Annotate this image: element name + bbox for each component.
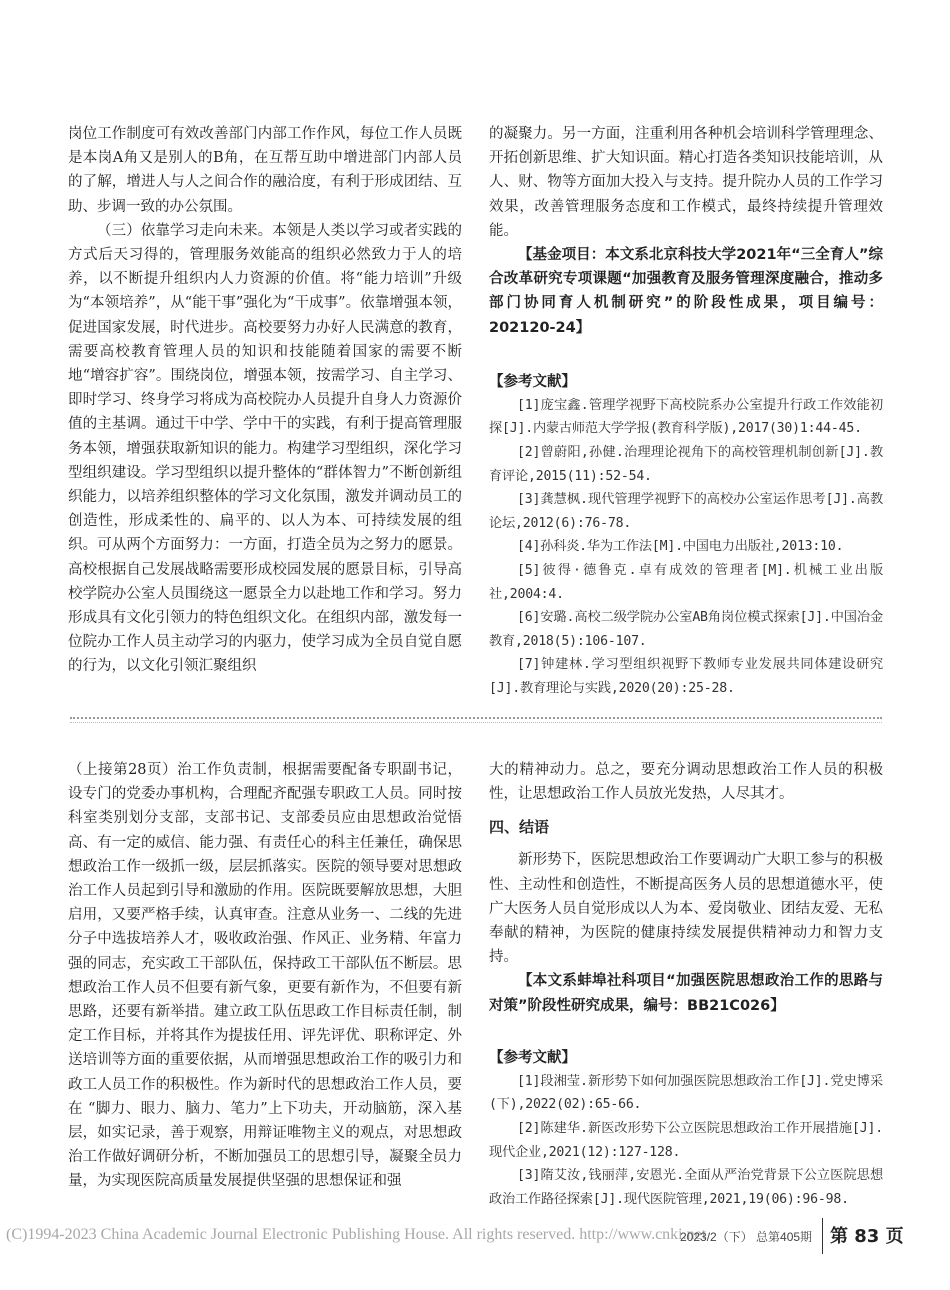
- body-paragraph: （三）依靠学习走向未来。本领是人类以学习或者实践的方式后天习得的，管理服务效能高的组织必然致力于人的培养，以不断提升组织内人力资源的价值。将“能力培训”升级为“本领培养”，从“能干事”强化为“干成事”。依靠增强本领，促进国家发展，时代进步。高校要努力办好人民满意的教育，需要高校教育管理人员的知识和技能随着国家的需要不断地“增容扩容”。围绕岗位，增强本领，按需学习、自主学习、即时学习、终身学习将成为高校院办人员提升自身人力资源价值的主基调。通过干中学、学中干的实践，有利于提高管理服务本领，增强获取新知识的能力。构建学习型组织，深化学习型组织建设。学习型组织以提升整体的“群体智力”不断创新组织能力，以培养组织整体的学习文化氛围，激发并调动员工的创造性，形成柔性的、扁平的、以人为本、可持续发展的组织。可从两个方面努力：一方面，打造全员为之努力的愿景。高校根据自己发展战略需要形成校园发展的愿景目标，引导高校学院办公室人员围绕这一愿景全力以赴地工作和学习。努力形成具有文化引领力的特色组织文化。在组织内部，激发每一位院办工作人员主动学习的内驱力，使学习成为全员自觉自愿的行为，以文化引领汇聚组织: [68, 222, 462, 675]
- footer-separator: [822, 1218, 823, 1254]
- reference-item: [1]庞宝鑫.管理学视野下高校院系办公室提升行政工作效能初探[J].内蒙古师范大学学报(教育科学版),2017(30)1:44-45.: [489, 397, 883, 437]
- top-right-column: [489, 122, 883, 701]
- page-number: 第 83 页: [830, 1226, 904, 1247]
- references-list: [489, 1070, 883, 1212]
- reference-item: [7]钟建林.学习型组织视野下教师专业发展共同体建设研究[J].教育理论与实践,2020(20):25-28.: [489, 657, 883, 696]
- reference-item: [6]安璐.高校二级学院办公室AB角岗位模式探索[J].中国冶金教育,2018(5):106-107.: [489, 610, 883, 649]
- references-list: [489, 394, 883, 701]
- body-paragraph: 新形势下，医院思想政治工作要调动广大职工参与的积极性、主动性和创造性，不断提高医务人员的思想道德水平，使广大医务人员自觉形成以人为本、爱岗敬业、团结友爱、无私奉献的精神，为医院的健康持续发展提供精神动力和智力支持。: [489, 852, 883, 966]
- reference-item: [5]彼得·德鲁克.卓有成效的管理者[M].机械工业出版社,2004:4.: [489, 562, 883, 602]
- reference-item: [2]陈建华.新医改形势下公立医院思想政治工作开展措施[J].现代企业,2021(12):127-128.: [489, 1121, 883, 1160]
- reference-item: [3]隋艾汝,钱丽萍,安恩光.全面从严治党背景下公立医院思想政治工作路径探索[J].现代医院管理,2021,19(06):96-98.: [489, 1168, 883, 1207]
- copyright-watermark: (C)1994-2023 China Academic Journal Electronic Publishing House. All rights reserved. http://www.cnki.net: [6, 1226, 707, 1243]
- fund-note: 【基金项目：本文系北京科技大学2021年“三全育人”综合改革研究专项课题“加强教育及服务管理深度融合，推动多部门协同育人机制研究”的阶段性成果，项目编号：202120-24】: [489, 247, 883, 336]
- issue-info: 2023/2（下） 总第405期: [680, 1230, 813, 1244]
- reference-item: [4]孙科炎.华为工作法[M].中国电力出版社,2013:10.: [517, 539, 844, 555]
- bottom-right-column: [489, 758, 883, 1211]
- reference-item: [1]段湘莹.新形势下如何加强医院思想政治工作[J].党史博采(下),2022(02):65-66.: [489, 1073, 883, 1113]
- body-paragraph: 大的精神动力。总之，要充分调动思想政治工作人员的积极性，让思想政治工作人员放光发热，人尽其才。: [489, 762, 883, 803]
- reference-item: [2]曾蔚阳,孙健.治理理论视角下的高校管理机制创新[J].教育评论,2015(11):52-54.: [489, 445, 883, 484]
- section-heading: 四、结语: [489, 818, 550, 837]
- body-paragraph: 的凝聚力。另一方面，注重利用各种机会培训科学管理理念、开拓创新思维、扩大知识面。精心打造各类知识技能培训，从人、财、物等方面加大投入与支持。提升院办人员的工作学习效果，改善管理服务态度和工作模式，最终持续提升管理效能。: [489, 126, 883, 239]
- section-divider: [70, 722, 882, 723]
- references-heading: 【参考文献】: [489, 373, 576, 390]
- body-paragraph: （上接第28页）治工作负责制，根据需要配备专职副书记，设专门的党委办事机构，合理配齐配强专职政工人员。同时按科室类别划分支部，支部书记、支部委员应由思想政治觉悟高、有一定的威信、能力强、有责任心的科主任兼任，确保思想政治工作一级抓一级，层层抓落实。医院的领导要对思想政治工作人员起到引导和激励的作用。医院既要解放思想，大胆启用，又要严格手续，认真审查。注意从业务一、二线的先进分子中选拔培养人才，吸收政治强、作风正、业务精、年富力强的同志，充实政工干部队伍，保持政工干部队伍不断层。思想政治工作人员不但要有新气象，更要有新作为，不但要有新思路，还要有新举措。建立政工队伍思政工作目标责任制，制定工作目标，并将其作为提拔任用、评先评优、职称评定、外送培训等方面的重要依据，从而增强思想政治工作的吸引力和政工人员工作的积极性。作为新时代的思想政治工作人员，要在 “脚力、眼力、脑力、笔力”上下功夫，开动脑筋，深入基层，如实记录，善于观察，用辩证唯物主义的观点，对思想政治工作做好调研分析，不断加强员工的思想引导，凝聚全员力量，为实现医院高质量发展提供坚强的思想保证和强: [68, 762, 462, 1190]
- body-paragraph: 岗位工作制度可有效改善部门内部工作作风，每位工作人员既是本岗A角又是别人的B角，在互帮互助中增进部门内部人员的了解，增进人与人之间合作的融洽度，有利于形成团结、互助、步调一致的办公氛围。: [68, 126, 462, 215]
- fund-note: 【本文系蚌埠社科项目“加强医院思想政治工作的思路与对策”阶段性研究成果，编号：BB21C026】: [489, 973, 883, 1014]
- reference-item: [3]龚慧枫.现代管理学视野下的高校办公室运作思考[J].高教论坛,2012(6):76-78.: [489, 492, 883, 531]
- bottom-left-column: [68, 758, 462, 1194]
- section-divider: [70, 717, 882, 719]
- references-heading: 【参考文献】: [489, 1049, 576, 1066]
- top-left-column: [68, 122, 462, 679]
